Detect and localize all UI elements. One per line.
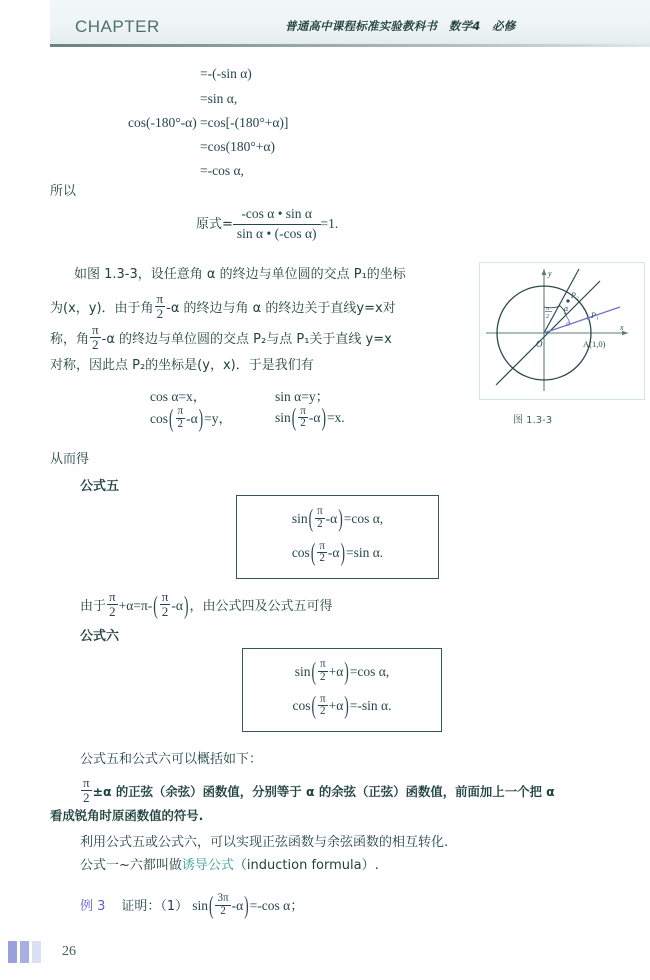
example-label: 例 3	[80, 899, 106, 914]
pi-over-two-inline-1	[155, 292, 166, 321]
chapter-label: CHAPTER	[75, 17, 160, 36]
footer-bar-3	[32, 941, 41, 963]
angle-half-pi-numerator: π	[546, 306, 550, 312]
minus-alpha: -α	[186, 411, 198, 426]
formula-five-row-1	[291, 503, 384, 533]
point-p1-dot	[586, 316, 589, 319]
minus-alpha: -α	[325, 510, 338, 526]
minus-alpha: -α	[327, 545, 340, 561]
summary-line-4: 利用公式五或公式六，可以实现正弦函数与余弦函数的相互转化.	[80, 835, 449, 850]
right-paren: )	[244, 890, 249, 920]
terminal-side-p1	[544, 307, 620, 333]
left-paren: (	[169, 403, 174, 433]
formula-five-box	[236, 495, 439, 579]
y-axis-label: y	[548, 269, 552, 278]
right-paren: )	[183, 590, 189, 620]
pi-over-two-inline-4	[160, 590, 171, 619]
sin-label: sin	[291, 510, 308, 526]
sin-label: sin	[275, 410, 291, 426]
summary-line-5	[80, 856, 379, 876]
result-denominator: sin α • (-cos α)	[233, 224, 321, 243]
pi-over-two	[317, 541, 327, 565]
paragraph-1-line-4: 对称，因此点 P₂的坐标是(y，x)．于是我们有	[50, 358, 314, 373]
right-paren: )	[340, 538, 345, 567]
frac-numerator: π	[177, 405, 184, 418]
derivation-line-4: =cos(180°+α)	[200, 139, 275, 154]
summary-line-1: 公式五和公式六可以概括如下：	[80, 752, 263, 767]
sin-label: sin	[294, 663, 311, 679]
plus-alpha: +α	[328, 663, 344, 679]
pi-over-two	[176, 406, 186, 430]
point-p1-label: P₁	[591, 311, 599, 320]
frac-numerator: π	[300, 404, 306, 417]
frac-denominator: 2	[317, 552, 327, 565]
therefore-label: 所以	[50, 184, 77, 199]
paragraph-1-line-3-a: 称，角	[50, 331, 90, 347]
figure-unit-circle-svg	[480, 263, 642, 397]
derivation-line-3-rhs: =cos[-(180°+α)]	[200, 115, 289, 130]
derivation-line-1: =-(-sin α)	[200, 66, 252, 81]
footer-bar-1	[8, 941, 17, 963]
frac-numerator: π	[320, 692, 326, 705]
equals-minus-cos-alpha: =-cos α；	[249, 898, 304, 913]
angle-alpha-lower-label: α	[566, 319, 571, 328]
derivation-line-2: =sin α,	[200, 91, 238, 106]
frac-denominator: 2	[318, 671, 328, 684]
equals-minus-sin-alpha: =-sin α.	[349, 698, 392, 714]
figure-caption: 图 1.3-3	[513, 415, 553, 426]
frac-numerator: π	[83, 775, 90, 791]
inner-minus-alpha: -α	[171, 597, 183, 613]
plus-alpha: +α	[328, 698, 344, 714]
frac-numerator: π	[317, 505, 323, 518]
frac-numerator: 3π	[217, 892, 229, 905]
pi-over-two-inline-3	[107, 590, 118, 619]
formula-six-row-2	[292, 691, 392, 720]
sin-label: sin	[192, 898, 208, 913]
frac-denominator: 2	[176, 418, 186, 431]
page-number: 26	[62, 944, 76, 959]
summary-line-5-a: 公式一~六都叫做	[80, 858, 182, 873]
summary-line-2-text: ±α 的正弦（余弦）函数值，分别等于 α 的余弦（正弦）函数值，前面加上一个把 α	[92, 783, 555, 799]
left-paren: (	[308, 503, 314, 533]
origin-label: O	[536, 339, 543, 349]
result-numerator: -cos α • sin α	[241, 206, 313, 221]
left-paren: (	[208, 890, 214, 920]
formula-six-row-1	[294, 656, 390, 686]
frac-denominator: 2	[107, 604, 118, 619]
x-axis-label: x	[620, 323, 624, 332]
right-paren: )	[344, 691, 349, 720]
coord-formula-sin-halfpi	[275, 403, 345, 432]
formula-five-heading: 公式五	[80, 479, 120, 494]
angle-half-pi-denominator: 2	[546, 314, 549, 320]
equals-x: =x.	[326, 410, 345, 426]
cos-label: cos	[150, 411, 168, 426]
left-paren: (	[291, 403, 297, 432]
summary-line-3: 看成锐角时原函数值的符号.	[50, 808, 204, 823]
right-paren: )	[344, 656, 349, 686]
footer-bar-2	[20, 941, 29, 963]
summary-line-2	[80, 775, 555, 807]
example-3	[80, 890, 304, 920]
frac-denominator: 2	[215, 905, 230, 918]
original-expression-label: 原式=	[196, 217, 233, 233]
angle-alpha-upper-label: α	[564, 304, 569, 313]
left-paren: (	[311, 691, 317, 720]
coord-formula-cos-halfpi	[150, 403, 233, 433]
equals-y: =y，	[204, 411, 233, 426]
thus-label: 从而得	[50, 452, 90, 467]
pi-over-two-inline-5	[81, 776, 92, 805]
result-value: =1.	[320, 216, 339, 232]
equals-cos-alpha: =cos α,	[343, 510, 384, 526]
derivation-line-5: =-cos α,	[200, 163, 244, 178]
frac-denominator: 2	[81, 790, 92, 805]
original-expression-result	[196, 206, 338, 243]
point-a-label: A(1,0)	[583, 339, 606, 349]
figure-unit-circle	[479, 262, 645, 400]
summary-line-5-b: （induction formula）.	[233, 858, 379, 873]
bridge-mid: +α=π-	[118, 597, 153, 613]
right-paren: )	[321, 403, 326, 432]
left-paren: (	[153, 590, 158, 620]
left-paren: (	[310, 538, 316, 567]
formula-six-heading: 公式六	[80, 629, 120, 644]
bridge-sentence	[80, 589, 333, 621]
paragraph-1-line-2-a: 为(x，y)．由于角	[50, 300, 154, 316]
footer-decoration	[8, 941, 52, 963]
frac-numerator: π	[319, 539, 325, 552]
derivation-line-3-lhs: cos(-180°-α)	[128, 115, 197, 130]
frac-denominator: 2	[318, 705, 328, 718]
equals-cos-alpha: =cos α,	[349, 663, 390, 679]
frac-denominator: 2	[298, 417, 308, 430]
paragraph-1-line-2-b: -α 的终边与角 α 的终边关于直线y=x对	[166, 300, 396, 316]
frac-denominator: 2	[90, 337, 101, 352]
right-paren: )	[338, 503, 343, 533]
paragraph-1-line-2	[50, 291, 396, 323]
right-paren: )	[198, 403, 204, 433]
frac-numerator: π	[161, 589, 169, 605]
equals-sin-alpha: =sin α.	[345, 545, 384, 561]
bridge-post: ，由公式四及公式五可得	[189, 598, 333, 614]
bridge-pre: 由于	[80, 598, 107, 614]
pi-over-two	[298, 406, 308, 430]
frac-numerator: π	[109, 589, 116, 605]
frac-numerator: π	[156, 291, 164, 307]
point-p2-label: P₂	[571, 291, 579, 300]
book-title: 普通高中课程标准实验教科书 数学4 必修	[285, 19, 516, 33]
point-p2-dot	[566, 299, 569, 302]
frac-numerator: π	[320, 658, 326, 671]
formula-five-row-2	[291, 538, 384, 567]
paragraph-1-line-3	[50, 322, 392, 354]
pi-over-two	[315, 506, 325, 530]
paragraph-1-line-3-b: -α 的终边与单位圆的交点 P₂与点 P₁关于直线 y=x	[101, 331, 392, 347]
left-paren: (	[311, 656, 317, 686]
cos-label: cos	[291, 545, 310, 561]
frac-denominator: 2	[160, 604, 171, 619]
coord-formula-sin-alpha: sin α=y；	[275, 389, 330, 404]
coord-formula-cos-alpha: cos α=x，	[150, 389, 207, 404]
y-axis-arrow	[542, 269, 547, 275]
example-text: 证明：（1）	[121, 899, 189, 914]
formula-six-box	[242, 648, 442, 732]
header-rule	[50, 44, 650, 47]
frac-denominator: 2	[155, 306, 166, 321]
pi-over-two	[318, 659, 328, 683]
three-pi-over-two	[215, 893, 230, 917]
induction-formula-term: 诱导公式	[181, 858, 234, 873]
cos-label: cos	[292, 698, 311, 714]
minus-alpha: -α	[308, 410, 321, 426]
frac-numerator: π	[92, 322, 99, 338]
paragraph-1-line-1: 如图 1.3-3，设任意角 α 的终边与单位圆的交点 P₁的坐标	[74, 267, 406, 282]
minus-alpha: -α	[231, 898, 244, 913]
example-formula	[192, 890, 304, 920]
pi-over-two-inline-2	[90, 323, 101, 352]
pi-over-two	[318, 694, 328, 718]
result-fraction	[233, 206, 321, 243]
frac-denominator: 2	[315, 518, 325, 531]
